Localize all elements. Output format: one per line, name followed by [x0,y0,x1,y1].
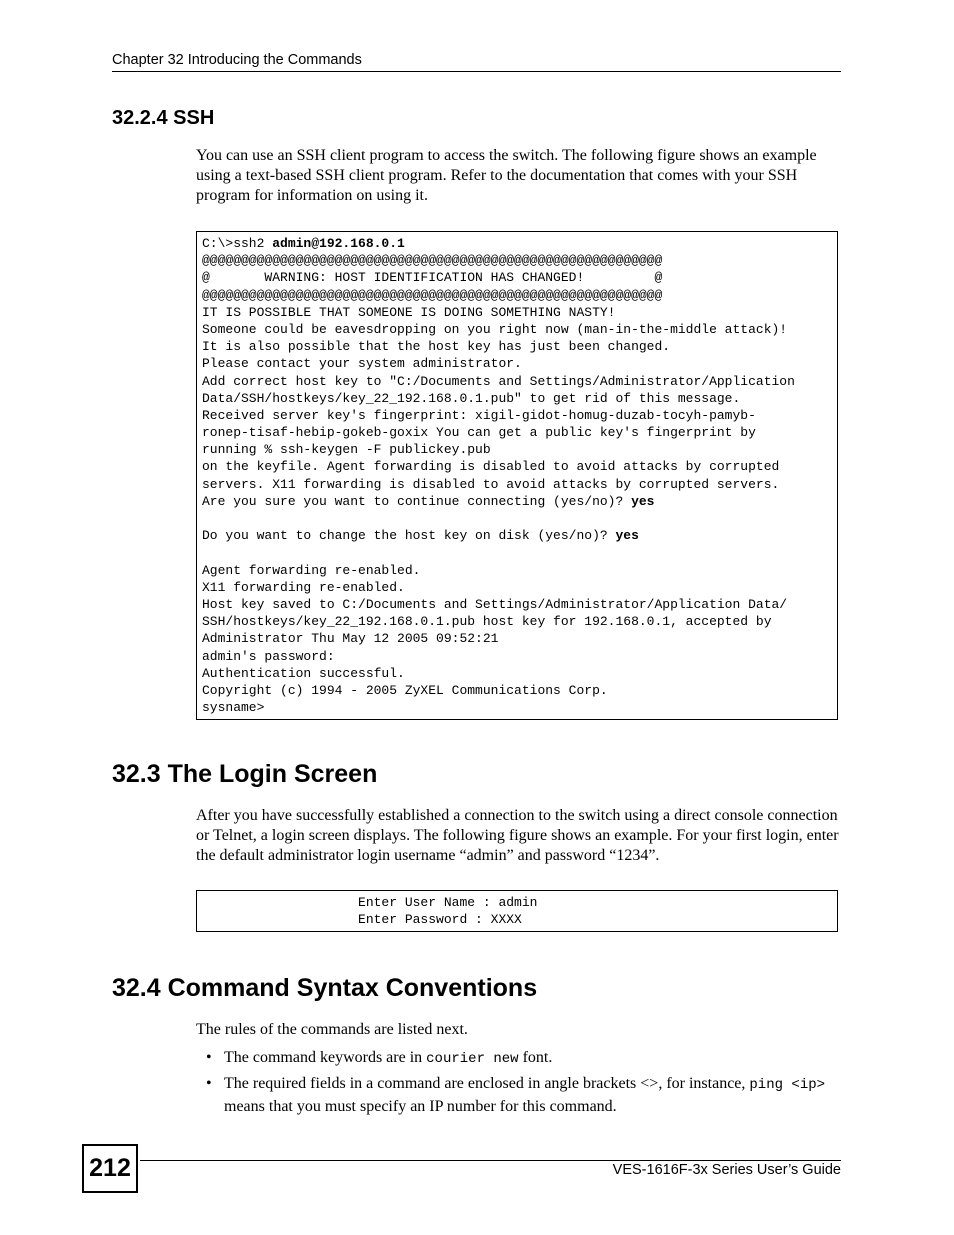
code-line: SSH/hostkeys/key_22_192.168.0.1.pub host key for 192.168.0.1, accepted by [202,614,772,630]
code-line [202,544,827,561]
bullet-icon: • [206,1049,212,1066]
user-input: yes [615,528,639,544]
user-input: yes [631,493,655,509]
page-number: 212 [82,1144,138,1193]
inline-code: courier new [426,1051,519,1067]
footer-rule [140,1160,841,1161]
code-line: servers. X11 forwarding is disabled to avoid attacks by corrupted servers. [202,476,780,492]
code-line: IT IS POSSIBLE THAT SOMEONE IS DOING SOMETHING NASTY! [202,304,616,320]
code-line: Someone could be eavesdropping on you right now (man-in-the-middle attack)! [202,321,788,337]
ssh-heading: 32.2.4 SSH [112,107,215,129]
user-input: admin@192.168.0.1 [272,236,405,251]
syntax-intro: The rules of the commands are listed next. [196,1021,468,1038]
code-line: @@@@@@@@@@@@@@@@@@@@@@@@@@@@@@@@@@@@@@@@@@@@@@@@@@@@@@@@@@@ [202,253,663,269]
code-line: Agent forwarding re-enabled. [202,562,421,578]
header-rule [112,71,841,72]
login-heading: 32.3 The Login Screen [112,760,378,788]
code-line: Enter Password : XXXX [202,912,522,928]
code-line: @ WARNING: HOST IDENTIFICATION HAS CHANGED! @ [202,270,663,286]
login-intro: After you have successfully established a connection to the switch using a direct console connection or Telnet, a login screen displays. The following figure shows an example. For your first login, enter the default administrator login username “admin” and password “1234”. [196,807,839,864]
code-line: Do you want to change the host key on disk (yes/no)? yes [202,528,639,544]
code-line: X11 forwarding re-enabled. [202,579,405,595]
list-item: • The command keywords are in courier new font. [206,1049,553,1067]
code-line: Data/SSH/hostkeys/key_22_192.168.0.1.pub" to get rid of this message. [202,390,741,406]
code-line: @@@@@@@@@@@@@@@@@@@@@@@@@@@@@@@@@@@@@@@@@@@@@@@@@@@@@@@@@@@ [202,287,663,303]
syntax-rules-list [196,1047,841,1120]
code-line [202,510,827,527]
guide-title: VES-1616F-3x Series User’s Guide [612,1162,841,1178]
code-line: Add correct host key to "C:/Documents and Settings/Administrator/Application [202,373,795,389]
inline-code: ping <ip> [749,1077,826,1093]
code-line: Administrator Thu May 12 2005 09:52:21 [202,631,499,647]
syntax-heading: 32.4 Command Syntax Conventions [112,974,538,1002]
code-line: Received server key's fingerprint: xigil-gidot-homug-duzab-tocyh-pamyb- [202,407,756,423]
code-line: ronep-tisaf-hebip-gokeb-goxix You can get a public key's fingerprint by [202,425,756,441]
running-header: Chapter 32 Introducing the Commands [112,52,362,68]
code-line: Please contact your system administrator. [202,356,522,372]
login-code-box [196,890,838,932]
code-line: C:\>ssh2 admin@192.168.0.1 [202,236,405,251]
code-line: running % ssh-keygen -F publickey.pub [202,442,491,458]
code-line: sysname> [202,700,265,716]
code-line: Authentication successful. [202,665,405,681]
list-item: • The required fields in a command are enclosed in angle brackets <>, for instance, ping <ip> means that you must specify an IP number for this command. [206,1075,826,1115]
ssh-code-box [196,231,838,720]
code-line: admin's password: [202,648,335,664]
code-line: Copyright (c) 1994 - 2005 ZyXEL Communications Corp. [202,682,608,698]
bullet-icon: • [206,1075,212,1092]
code-line: Host key saved to C:/Documents and Settings/Administrator/Application Data/ [202,596,788,612]
ssh-intro: You can use an SSH client program to access the switch. The following figure shows an example using a text-based SSH client program. Refer to the documentation that comes with your SSH program for information on using it. [196,147,817,204]
code-line: Are you sure you want to continue connecting (yes/no)? yes [202,493,655,509]
code-line: on the keyfile. Agent forwarding is disabled to avoid attacks by corrupted [202,459,780,475]
code-line: It is also possible that the host key has just been changed. [202,339,671,355]
code-line: Enter User Name : admin [202,895,538,910]
